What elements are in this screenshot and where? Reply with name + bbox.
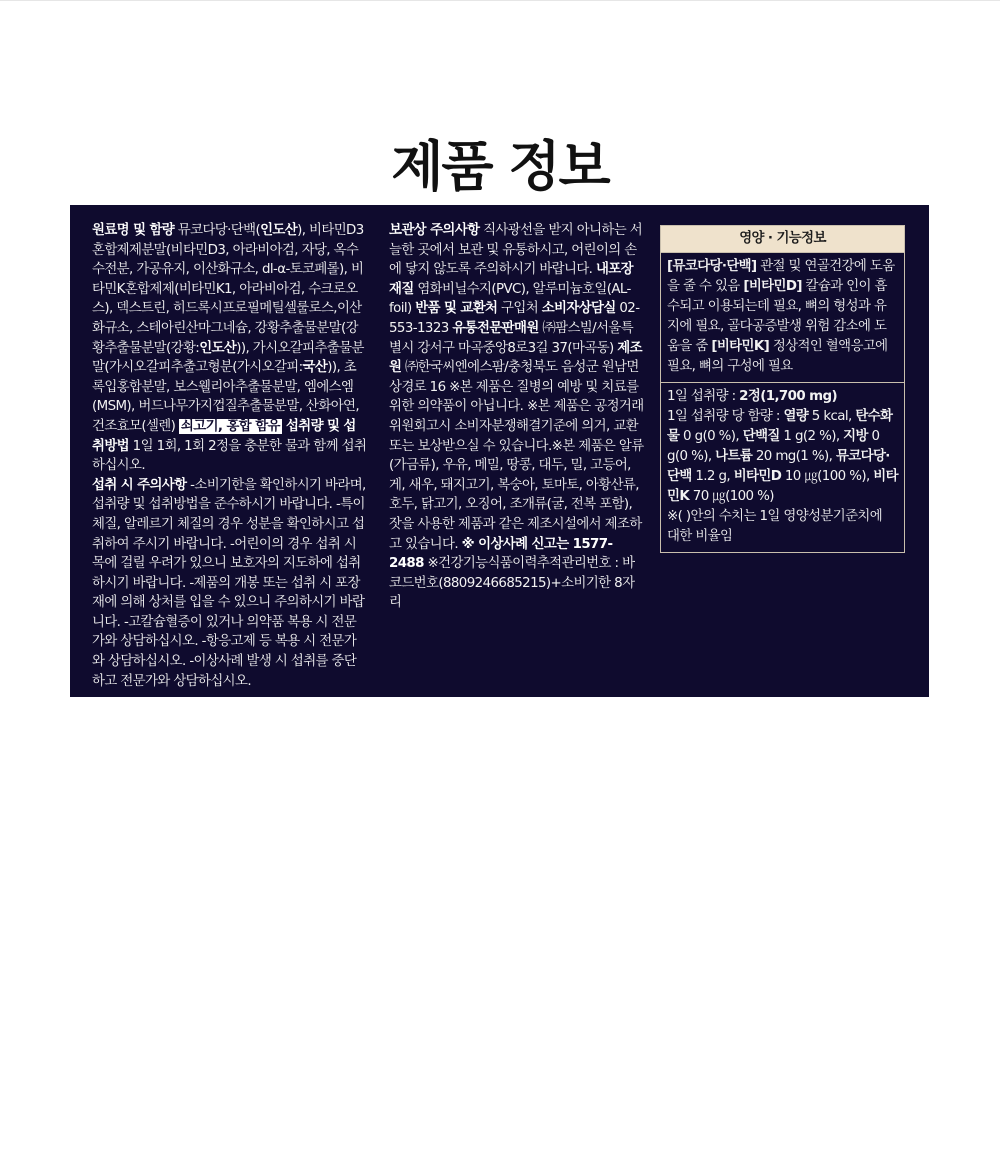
ingredients-heading: 원료명 및 함량 (92, 223, 175, 238)
ingredients-column (92, 221, 368, 691)
maker-heading: 제조원 (389, 340, 642, 376)
intake-text: 1일 1회, 1회 2정을 충분한 물과 함께 섭취하십시오. (92, 438, 367, 474)
ingredients-paragraph: 원료명 및 함량 뮤코다당·단백(인도산), 비타민D3 혼합제제분말(비타민D3, 아라비아검, 자당, 옥수수전분, 가공유지, 이산화규소, dl-α-토코페롤), 비타민K혼합제제(비타민K1, 아라비아검, 수크로오스), 덱스트린, 히드록시프로필메틸셀룰로스,이산화규소, 스테아린산마그네슘, 강황추출물분말(강황추출물분말(강황:인도산)), 가시오갈피추출물분말(가시오갈피추출고형분(가시오갈피:국산)), 초록입홍합분말, 보스웰리아추출물분말, 엠에스엠(MSM), 버드나무가지껍질추출물분말, 산화아연, 건조효모(셀렌) 쇠고기, 홍합 함유 섭취량 및 섭취방법 1일 1회, 1회 2정을 충분한 물과 함께 섭취하십시오. (92, 223, 367, 474)
storage-heading: 보관상 주의사항 (389, 223, 480, 238)
daily-value-note: ※( )안의 수치는 1일 영양성분기준치에 대한 비율임 (667, 509, 883, 544)
top-divider (0, 0, 1000, 1)
function-section: [뮤코다당·단백] 관절 및 연골건강에 도움을 줄 수 있음 [비타민D] 칼슘과 인이 흡수되고 이용되는데 필요, 뼈의 형성과 유지에 필요, 골다공증발생 위험 감소에 도움을 줌 [비타민K] 정상적인 혈액응고에 필요, 뼈의 구성에 필요 (667, 259, 895, 374)
distributor-heading: 유통전문판매원 (452, 320, 539, 336)
return-heading: 반품 및 교환처 (415, 301, 498, 317)
intake-heading: 섭취량 및 섭취방법 (92, 418, 356, 454)
consumer-heading: 소비자상담실 (541, 301, 616, 317)
storage-paragraph: 보관상 주의사항 직사광선을 받지 아니하는 서늘한 곳에서 보관 및 유통하시고, 어린이의 손에 닿지 않도록 주의하시기 바랍니다. 내포장재질 염화비닐수지(PVC), 알루미늄호일(AL-foil) 반품 및 교환처 구입처 소비자상담실 02-553-1323 유통전문판매원 ㈜팜스빌/서울특별시 강서구 마곡중앙8로3길 37(마곡동) 제조원 ㈜한국씨엔에스팜/충청북도 음성군 원남면 상경로 16 ※본 제품은 질병의 예방 및 치료를 위한 의약품이 아닙니다. ※본 제품은 공정거래위원회고시 소비자분쟁해결기준에 의거, 교환 또는 보상받으실 수 있습니다.※본 제품은 알류(가금류), 우유, 메밀, 땅콩, 대두, 밀, 고등어, 게, 새우, 돼지고기, 복숭아, 토마토, 아황산류, 호두, 닭고기, 오징어, 조개류(굴, 전복 포함), 잣을 사용한 제품과 같은 제조시설에서 제조하고 있습니다. ※ 이상사례 신고는 1577-2488 ※건강기능식품이력추적관리번호 : 바코드번호(8809246685215)+소비기한 8자리 (389, 223, 644, 611)
nutrient-amounts: 1일 섭취량 당 함량 : 열량 5 kcal, 탄수화물 0 g(0 %), 단백질 1 g(2 %), 지방 0 g(0 %), 나트륨 20 mg(1 %), 뮤코다당·단백 1.2 g, 비타민D 10 ㎍(100 %), 비타민K 70 ㎍(100 %) (667, 409, 898, 504)
allergen-badge: 쇠고기, 홍합 함유 (180, 418, 280, 434)
nutrition-box (660, 225, 905, 553)
caution-paragraph (92, 476, 368, 692)
page-title: 제품 정보 (391, 135, 609, 199)
storage-column (389, 221, 645, 613)
product-info-panel (70, 205, 929, 697)
caution-heading: 섭취 시 주의사항 (92, 477, 187, 493)
caution-text: -소비기한을 확인하시기 바라며, 섭취량 및 섭취방법을 준수하시기 바랍니다. -특이체질, 알레르기 체질의 경우 성분을 확인하시고 섭취하여 주시기 바랍니다. -어린이의 경우 섭취 시 목에 걸릴 우려가 있으니 보호자의 지도하에 섭취하시기 바랍니다. -제품의 개봉 또는 섭취 시 포장재에 의해 상처를 입을 수 있으니 주의하시기 바랍니다. -고칼슘혈증이 있거나 의약품 복용 시 전문가와 상담하십시오. -항응고제 등 복용 시 전문가와 상담하십시오. -이상사례 발생 시 섭취를 중단하고 전문가와 상담하십시오. (92, 477, 366, 689)
nutrition-header: 영양 · 기능정보 (661, 226, 904, 253)
serving-size: 1일 섭취량 : 2정(1,700 mg) (667, 389, 838, 404)
package-heading: 내포장재질 (389, 262, 633, 297)
report-hotline: ※ 이상사례 신고는 1577-2488 (389, 536, 613, 572)
nutrition-section (661, 382, 904, 552)
